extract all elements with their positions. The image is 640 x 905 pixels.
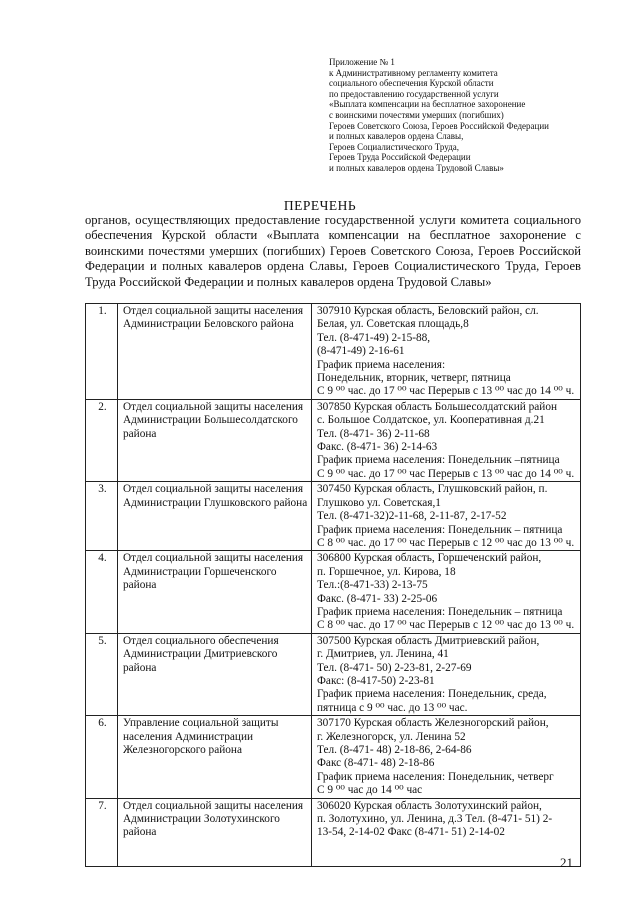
contact-line: пятница с 9 ⁰⁰ час. до 13 ⁰⁰ час. [317,701,468,714]
appendix-line: по предоставлению государственной услуги [329,88,499,99]
contact-line: п. Горшечное, ул. Кирова, 18 [317,565,456,578]
row-number: 7. [86,798,118,866]
row-number: 2. [86,399,118,481]
contact-line: Белая, ул. Советская площадь,8 [317,318,469,331]
agency-contacts [312,633,581,715]
contact-line: Тел. (8-471- 50) 2-23-81, 2-27-69 [317,661,472,674]
contact-line: График приема населения: Понедельник, четверг [317,770,554,783]
table-row [86,304,581,400]
appendix-line: «Выплата компенсации на бесплатное захоронение [329,99,526,110]
agency-name: Отдел социального обеспечения Администрации Дмитриевского района [118,633,312,715]
appendix-header [329,57,629,174]
appendix-line: с воинскими почестями умерших (погибших) [329,109,504,120]
appendix-line: Героев Советского Союза, Героев Российской Федерации [329,120,549,131]
contact-line: Факс: (8-417-50) 2-23-81 [317,674,435,687]
agency-name: Отдел социальной защиты населения Администрации Беловского района [118,304,312,400]
agency-name: Отдел социальной защиты населения Администрации Золотухинского района [118,798,312,866]
contact-line: Факс. (8-471- 36) 2-14-63 [317,441,438,454]
contact-line: 307450 Курская область, Глушковский район, п. [317,483,548,496]
row-number: 3. [86,482,118,551]
row-number: 4. [86,551,118,633]
contact-line: С 9 ⁰⁰ час. до 17 ⁰⁰ час Перерыв с 13 ⁰⁰ час до 14 ⁰⁰ ч. [317,467,575,480]
contact-line: График приема населения: Понедельник, среда, [317,688,547,701]
contact-line: 13-54, 2-14-02 Факс (8-471- 51) 2-14-02 [317,826,505,839]
contact-line: Факс. (8-471- 33) 2-25-06 [317,592,438,605]
agency-contacts [312,399,581,481]
contact-line: График приема населения: Понедельник – пятница [317,605,563,618]
contact-line: Тел. (8-471- 48) 2-18-86, 2-64-86 [317,744,472,756]
page-number: 21 [560,855,573,870]
document-title: ПЕРЕЧЕНЬ [283,198,357,213]
contact-line: Тел. (8-471-49) 2-15-88, [317,331,431,344]
contact-line: 307170 Курская область Железногорский район, [317,717,549,730]
appendix-line: Героев Труда Российской Федерации [329,152,471,163]
agency-contacts [312,304,581,400]
table-row [86,399,581,481]
agency-name: Управление социальной защиты населения Администрации Железногорского района [118,716,312,798]
appendix-line: и полных кавалеров ордена Славы, [329,131,464,142]
contact-line: Глушково ул. Советская,1 [317,496,441,509]
agency-table [85,303,581,867]
table-row [86,482,581,551]
contact-line: С 9 ⁰⁰ час до 14 ⁰⁰ час [317,784,423,797]
table-row [86,716,581,798]
appendix-line: Героев Социалистического Труда, [329,141,460,152]
row-number: 1. [86,304,118,400]
contact-line: г. Дмитриев, ул. Ленина, 41 [317,648,449,661]
contact-line: Тел. (8-471-32)2-11-68, 2-11-87, 2-17-52 [317,510,507,523]
contact-line: График приема населения: Понедельник –пятница [317,454,560,467]
agency-contacts [312,716,581,798]
contact-line: п. Золотухино, ул. Ленина, д.3 Тел. (8-471- 51) 2- [317,813,553,826]
contact-line: С 8 ⁰⁰ час. до 17 ⁰⁰ час Перерыв с 12 ⁰⁰ час до 13 ⁰⁰ ч. [317,536,575,549]
row-number: 6. [86,716,118,798]
contact-line: 307850 Курская область Большесолдатский район [317,400,558,413]
contact-line: График приема населения: Понедельник – пятница [317,523,563,536]
table-row [86,551,581,633]
contact-line: График приема населения: [317,358,446,371]
contact-line: Факс (8-471- 48) 2-18-86 [317,757,435,770]
table-row [86,798,581,866]
contact-line: С 9 ⁰⁰ час. до 17 ⁰⁰ час Перерыв с 13 ⁰⁰ час до 14 ⁰⁰ ч. [317,385,575,398]
contact-line: (8-471-49) 2-16-61 [317,345,405,358]
row-number: 5. [86,633,118,715]
contact-line: 306020 Курская область Золотухинский район, [317,799,542,812]
agency-name: Отдел социальной защиты населения Администрации Большесолдатского района [118,399,312,481]
appendix-line: к Административному регламенту комитета [329,67,498,78]
contact-line: 306800 Курская область, Горшеченский район, [317,552,542,565]
appendix-line: социального обеспечения Курской области [329,78,494,89]
appendix-line: и полных кавалеров ордена Трудовой Славы» [329,162,504,173]
contact-line: г. Железногорск, ул. Ленина 52 [317,730,466,743]
contact-line: Тел.:(8-471-33) 2-13-75 [317,579,428,592]
agency-name: Отдел социальной защиты населения Администрации Горшеченского района [118,551,312,633]
agency-contacts [312,798,581,866]
contact-line: Понедельник, вторник, четверг, пятница [317,372,511,385]
contact-line: Тел. (8-471- 36) 2-11-68 [317,427,430,440]
contact-line: С 8 ⁰⁰ час. до 17 ⁰⁰ час Перерыв с 12 ⁰⁰ час до 13 ⁰⁰ ч. [317,619,575,632]
contact-line: 307500 Курская область Дмитриевский район, [317,634,540,647]
document-intro: органов, осуществляющих предоставление государственной услуги комитета социального обеспечения Курской области «Выплата компенсации на бесплатное захоронение с воинскими почестями умерших (погибших) Героев Советского Союза, Героев Российской Федерации и полных кавалеров ордена Славы, Героев Социалистического Труда, Героев Труда Российской Федерации и полных кавалеров ордена Трудовой Славы» [85,213,581,289]
contact-line: с. Большое Солдатское, ул. Кооперативная д.21 [317,414,545,427]
agency-contacts [312,551,581,633]
agency-contacts [312,482,581,551]
table-row [86,633,581,715]
contact-line: 307910 Курская область, Беловский район, сл. [317,305,539,317]
appendix-line: Приложение № 1 [329,57,395,67]
agency-name: Отдел социальной защиты населения Администрации Глушковского района [118,482,312,551]
